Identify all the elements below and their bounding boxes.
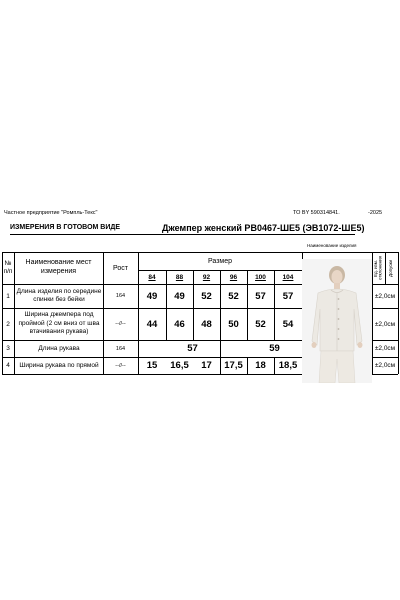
row-3-name: Длина рукава [38,345,80,352]
product-name: Джемпер женский РВ0467-ШЕ5 (ЭВ1072-ШЕ5) [162,223,365,233]
row-4-value-96: 17,5 [224,360,243,371]
row-4-number: 4 [6,362,10,369]
size-100: 100 [255,273,266,281]
row-2-value-100: 52 [255,318,266,330]
tu-number: ТО BY 590314841. [293,210,340,216]
col-name-header: Наименование мест измерения [25,259,92,275]
row-4-value-100: 18 [255,360,266,371]
row-2-value-84: 44 [146,318,158,330]
row-4-tolerance: ±2,0см [374,362,396,369]
row-2-tolerance: ±2,0см [374,320,396,328]
row-2-value-88: 46 [174,318,185,330]
product-photo [302,259,372,383]
size-92: 92 [202,273,211,281]
row-2-value-104: 54 [282,318,294,330]
row-1-value-96: 52 [228,290,239,302]
row-4-value-88: 16,5 [170,360,189,371]
row-2-number: 2 [6,320,10,328]
size-84: 84 [148,273,156,281]
company-name: Частное предприятие "Ромпль-Текс" [4,210,98,216]
row-1-value-104: 57 [282,290,294,302]
year: -2025 [368,210,383,216]
row-2-value-96: 50 [228,318,239,330]
col-height-header: Рост [113,264,128,272]
document-title: ИЗМЕРЕНИЯ В ГОТОВОМ ВИДЕ [10,224,121,231]
size-88: 88 [175,273,184,281]
row-3-value-84-96: 57 [187,343,198,354]
row-1-value-84: 49 [146,290,158,302]
row-3-tolerance: ±2,0см [374,345,396,352]
model-illustration [302,259,372,383]
row-2-value-92: 48 [201,318,212,330]
row-4-name: Ширина рукава по прямой [19,362,99,369]
row-4-value-104: 18,5 [278,360,298,371]
row-4-value-92: 17 [201,360,212,371]
row-1-value-100: 57 [255,290,266,302]
row-3-value-100-104: 59 [269,343,280,354]
col-number-header: № п/п [3,260,13,275]
row-1-value-88: 49 [174,290,185,302]
row-4-height: --//-- [115,362,126,369]
size-104: 104 [282,273,294,281]
col-size-header: Размер [207,257,233,265]
row-3-height: 164 [115,345,126,352]
row-1-height: 164 [115,293,126,299]
col-model-header: Ед. изм. отклонения [373,255,383,281]
section-label: Наименование изделия [307,243,357,248]
row-1-number: 1 [6,292,10,300]
row-1-value-92: 52 [201,290,212,302]
row-1-name: Длина изделия по середине спинки без бейки [16,287,102,303]
row-2-name: Ширина джемпера под проймой (2 см вниз от шва втачивания рукава) [18,311,100,336]
row-1-tolerance: ±2,0см [374,292,396,300]
row-4-value-84: 15 [146,360,158,371]
size-96: 96 [229,273,238,281]
col-tolerance-header: Допуски [388,259,394,277]
row-2-height: --//-- [115,321,126,327]
row-3-number: 3 [6,345,10,352]
